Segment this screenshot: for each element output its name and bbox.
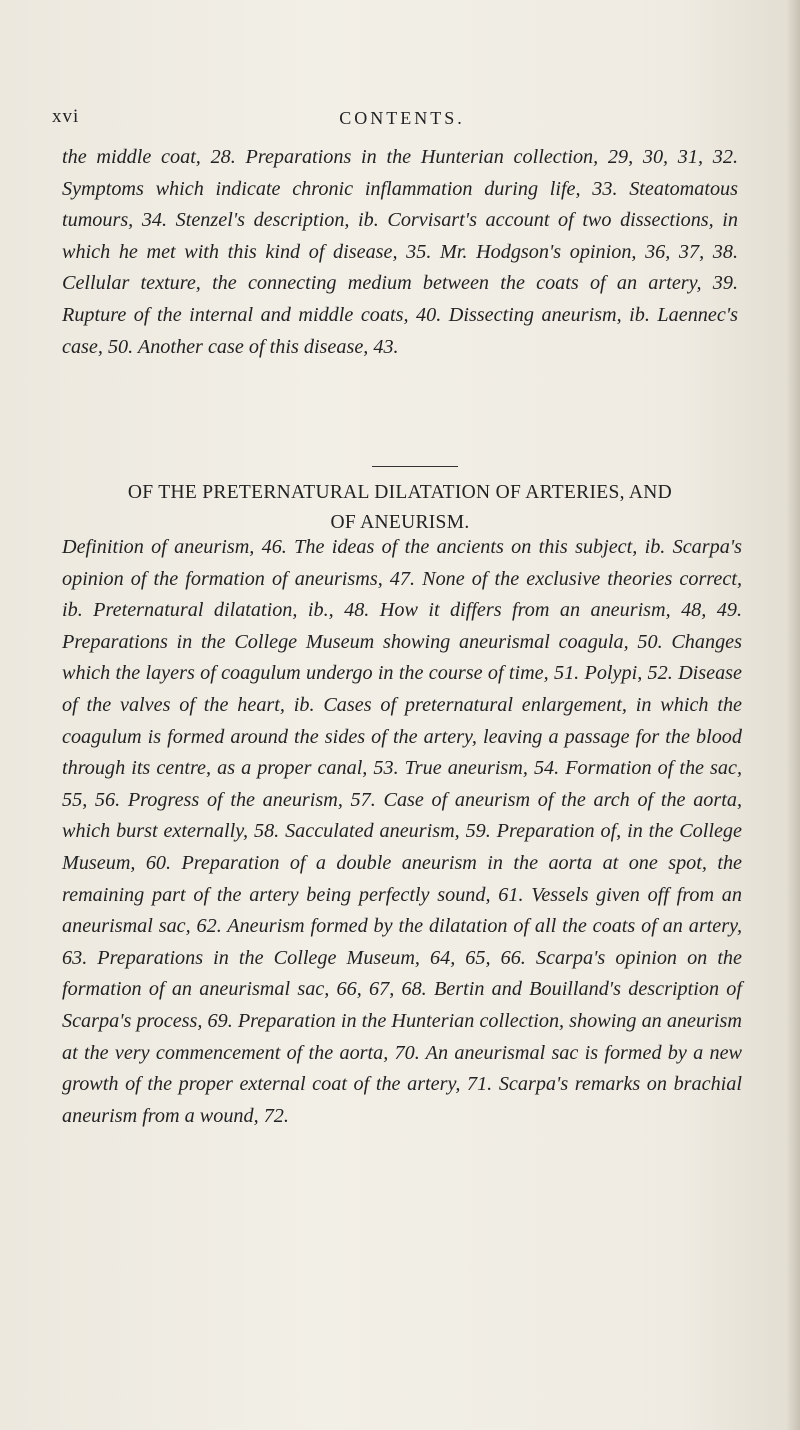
section-heading-line-1: OF THE PRETERNATURAL DILATATION OF ARTERIES, AND — [127, 482, 673, 503]
running-head: CONTENTS. — [339, 108, 465, 128]
contents-paragraph-2: Definition of aneurism, 46. The ideas of the ancients on this subject, ib. Scarpa's opinion of the formation of aneurisms, 47. None of the exclusive theories correct, ib. Preternatural dilatation, ib., 48. How it differs from an aneurism, 48, 49. Preparations in the College Museum showing aneurismal coagula, 50. Changes which the layers of coagulum undergo in the course of time, 51. Polypi, 52. Disease of the valves of the heart, ib. Cases of preternatural enlargement, in which the coagulum is formed around the sides of the artery, leaving a passage for the blood through its centre, as a proper canal, 53. True aneurism, 54. Formation of the sac, 55, 56. Progress of the aneurism, 57. Case of aneurism of the arch of the aorta, which burst externally, 58. Sacculated aneurism, 59. Preparation of, in the College Museum, 60. Preparation of a double aneurism in the aorta at one spot, the remaining part of the artery being perfectly sound, 61. Vessels given off from an aneurismal sac, 62. Aneurism formed by the dilatation of all the coats of an artery, 63. Preparations in the College Museum, 64, 65, 66. Scarpa's opinion on the formation of an aneurismal sac, 66, 67, 68. Bertin and Bouilland's description of Scarpa's process, 69. Preparation in the Hunterian collection, showing an aneurism at the very commencement of the aorta, 70. An aneurismal sac is formed by a new growth of the proper external coat of the artery, 71. Scarpa's remarks on brachial aneurism from a wound, 72. — [62, 536, 742, 1127]
section-divider — [372, 466, 458, 467]
page-edge-shadow — [786, 0, 800, 1430]
section-heading — [40, 478, 760, 538]
contents-paragraph-1: the middle coat, 28. Preparations in the Hunterian collection, 29, 30, 31, 32. Symptoms which indicate chronic inflammation during life, 33. Steatomatous tumours, 34. Stenzel's description, ib. Corvisart's account of two dissections, in which he met with this kind of disease, 35. Mr. Hodgson's opinion, 36, 37, 38. Cellular texture, the connecting medium between the coats of an artery, 39. Rupture of the internal and middle coats, 40. Dissecting aneurism, ib. Laennec's case, 50. Another case of this disease, 43. — [62, 146, 738, 358]
page-number: xvi — [52, 106, 80, 127]
page-header — [52, 106, 752, 136]
section-heading-line-2: OF ANEURISM. — [330, 512, 470, 533]
